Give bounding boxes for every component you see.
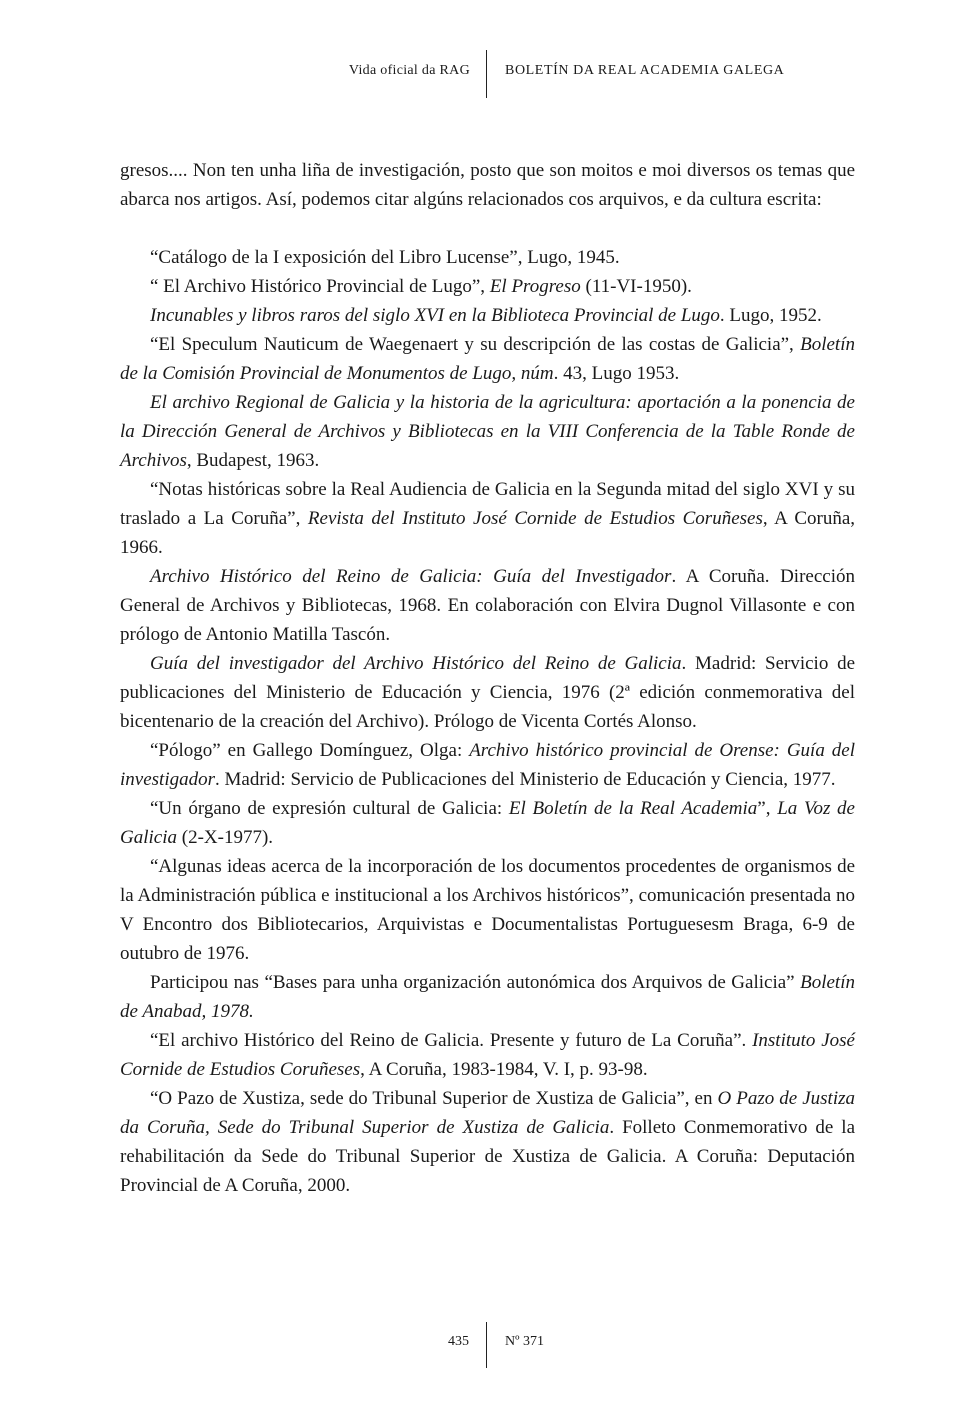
entry-title: Instituto José Cornide de Estudios Coruñeses (120, 1030, 855, 1080)
intro-paragraph: gresos.... Non ten unha liña de investigación, posto que son moitos e moi diversos os temas que abarca nos artigos. Así, podemos citar algúns relacionados cos arquivos, e da cultura escrita: (120, 160, 855, 210)
bibliography-entry (120, 968, 855, 1026)
bibliography-entry (120, 272, 855, 301)
entry-text: “ El Archivo Histórico Provincial de Lugo”, (150, 276, 490, 297)
entry-title: El Boletín de la Real Academia (508, 798, 758, 819)
entry-title: El archivo Regional de Galicia y la historia de la agricultura: aportación a la ponencia de la Dirección General de Archivos y Bibliotecas en la VIII Conferencia de la Table Ronde de Archivos (120, 392, 855, 471)
entry-text: . A Coruña. Dirección General de Archivos y Bibliotecas, 1968. En colaboración con Elvira Dugnol Villasonte e con prólogo de Antonio Matilla Tascón. (120, 566, 855, 645)
bibliography-entry (120, 794, 855, 852)
section-title: Vida oficial da RAG (348, 63, 470, 78)
entry-title: Boletín de la Comisión Provincial de Monumentos de Lugo, núm (120, 334, 855, 384)
entry-text: . 43, Lugo 1953. (553, 363, 680, 384)
entry-text: . Madrid: Servicio de Publicaciones del Ministerio de Educación y Ciencia, 1977. (215, 769, 836, 790)
bibliography-entry (120, 330, 855, 388)
entry-title: Revista del Instituto José Cornide de Estudios Coruñeses (307, 508, 763, 529)
page-header (0, 50, 975, 100)
page-footer (0, 1322, 975, 1370)
bibliography-entry (120, 475, 855, 562)
bibliography-entry (120, 562, 855, 649)
bibliography-entry (120, 243, 855, 272)
entry-text: , Budapest, 1963. (186, 450, 320, 471)
journal-title: BOLETÍN DA REAL ACADEMIA GALEGA (505, 63, 785, 78)
entry-text: . Folleto Conmemorativo de la rehabilitación da Sede do Tribunal Superior de Xustiza de Galicia. A Coruña: Deputación Provincial de A Coruña, 2000. (120, 1117, 855, 1196)
main-text (120, 156, 855, 1200)
bibliography-entry (120, 301, 855, 330)
footer-divider (486, 1322, 487, 1368)
bibliography-entry (120, 1026, 855, 1084)
entry-text: “El Speculum Nauticum de Waegenaert y su descripción de las costas de Galicia”, (150, 334, 801, 355)
bibliography-entry (120, 388, 855, 475)
entry-text: (11-VI-1950). (580, 276, 692, 297)
entry-text: “Algunas ideas acerca de la incorporación de los documentos procedentes de organismos de la Administración pública e institucional a los Archivos históricos”, comunicación presentada no V Encontro dos Bibliotecarios, Arquivistas e Documentalistas Portuguesesm Braga, 6-9 de outubro de 1976. (120, 856, 855, 964)
entry-title: Boletín de Anabad, 1978. (120, 972, 855, 1022)
entry-text: , A Coruña, 1966. (120, 508, 856, 558)
header-divider (486, 50, 487, 98)
entry-text: Participou nas “Bases para unha organización autonómica dos Arquivos de Galicia” (150, 972, 801, 993)
entry-text: “Pólogo” en Gallego Domínguez, Olga: (150, 740, 470, 761)
bibliography-entry (120, 736, 855, 794)
entry-title: El Progreso (489, 276, 581, 297)
entry-title: Archivo Histórico del Reino de Galicia: Guía del Investigador (150, 566, 672, 587)
entry-title: O Pazo de Justiza da Coruña, Sede do Tribunal Superior de Xustiza de Galicia (120, 1088, 855, 1138)
entry-text: “El archivo Histórico del Reino de Galicia. Presente y futuro de La Coruña”. (150, 1030, 753, 1051)
entry-text: (2-X-1977). (177, 827, 274, 848)
entry-title: Incunables y libros raros del siglo XVI en la Biblioteca Provincial de Lugo (150, 305, 720, 326)
entry-text: “O Pazo de Xustiza, sede do Tribunal Superior de Xustiza de Galicia”, en (150, 1088, 718, 1109)
entry-text: “Catálogo de la I exposición del Libro Lucense”, Lugo, 1945. (150, 247, 620, 268)
entry-text: , A Coruña, 1983-1984, V. I, p. 93-98. (360, 1059, 648, 1080)
entry-text: . Madrid: Servicio de publicaciones del Ministerio de Educación y Ciencia, 1976 (2ª edición conmemorativa del bicentenario de la creación del Archivo). Prólogo de Vicenta Cortés Alonso. (120, 653, 856, 732)
bibliography-entry (120, 1084, 855, 1200)
entry-text: ”, (757, 798, 778, 819)
entry-title: Archivo histórico provincial de Orense: Guía del investigador (120, 740, 855, 790)
entry-text: “Un órgano de expresión cultural de Galicia: (150, 798, 509, 819)
entry-title: Guía del investigador del Archivo Histórico del Reino de Galicia (150, 653, 682, 674)
issue-number: Nº 371 (505, 1334, 544, 1349)
entry-text: . Lugo, 1952. (719, 305, 822, 326)
entry-text: “Notas históricas sobre la Real Audiencia de Galicia en la Segunda mitad del siglo XVI y su traslado a La Coruña”, (120, 479, 855, 529)
bibliography-entry (120, 852, 855, 968)
bibliography-entry (120, 649, 855, 736)
page-number: 435 (448, 1334, 469, 1349)
entry-title: La Voz de Galicia (120, 798, 855, 848)
